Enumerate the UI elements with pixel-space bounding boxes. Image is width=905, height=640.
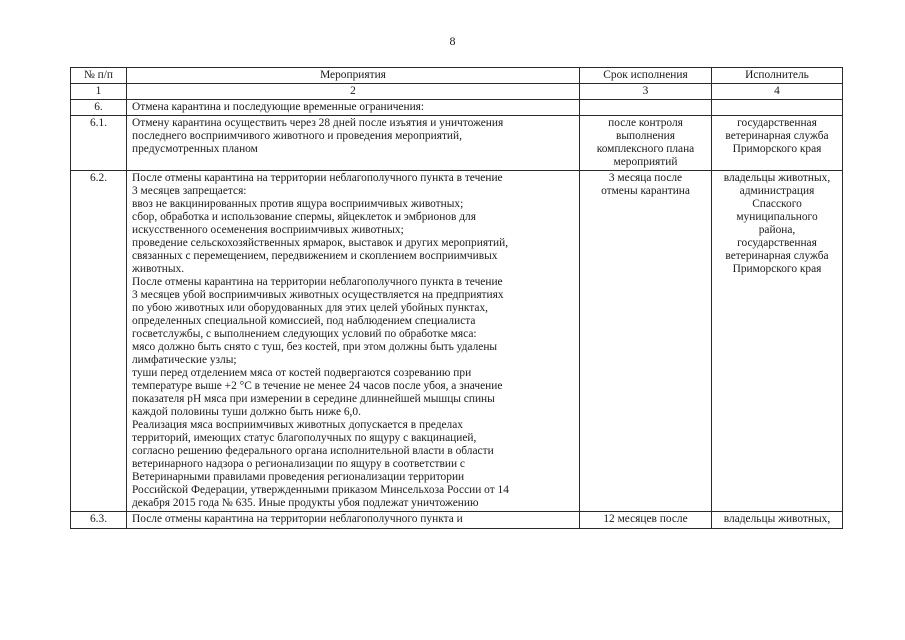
row-number: 6.2. (71, 171, 127, 512)
table-row (71, 171, 843, 512)
header-activities: Мероприятия (127, 68, 580, 84)
col-number-2: 2 (127, 84, 580, 100)
table-row (71, 116, 843, 171)
section-title: Отмена карантина и последующие временные ограничения: (127, 100, 580, 116)
row-activity: После отмены карантина на территории неблагополучного пункта в течение 3 месяцев запрещается: ввоз не вакцинированных против ящура восприимчивых животных; сбор, обработка и использование спермы, яйцеклеток и эмбрионов для искусственного осеменения восприимчивых животных; проведение сельскохозяйственных ярмарок, выставок и других мероприятий, связанных с перемещением, передвижением и скоплением восприимчивых животных. После отмены карантина на территории неблагополучного пункта в течение 3 месяцев убой восприимчивых животных осуществляется на предприятиях по убою животных или оборудованных для этих целей убойных пунктах, определенных специальной комиссией, под наблюдением специалиста госветслужбы, с выполнением следующих условий по обработке мяса: мясо должно быть снято с туш, без костей, при этом должны быть удалены лимфатические узлы; туши перед отделением мяса от костей подвергаются созреванию при температуре выше +2 °С в течение не менее 24 часов после убоя, а значение показателя pH мяса при измерении в середине длиннейшей мышцы спины каждой половины туши должно быть ниже 6,0. Реализация мяса восприимчивых животных допускается в пределах территорий, имеющих статус благополучных по ящуру с вакцинацией, согласно решению федерального органа исполнительной власти в области ветеринарного надзора о регионализации по ящуру в соответствии с Ветеринарными правилами проведения регионализации территории Российской Федерации, утвержденными приказом Минсельхоза России от 14 декабря 2015 года № 635. Иные продукты убоя подлежат уничтожению (127, 171, 580, 512)
header-number: № п/п (71, 68, 127, 84)
header-executor: Исполнитель (712, 68, 843, 84)
row-number: 6.1. (71, 116, 127, 171)
measures-table (70, 67, 843, 529)
row-deadline: после контроля выполнения комплексного плана мероприятий (580, 116, 712, 171)
section-row (71, 100, 843, 116)
header-row (71, 68, 843, 84)
row-deadline: 3 месяца после отмены карантина (580, 171, 712, 512)
empty-cell (580, 100, 712, 116)
col-number-4: 4 (712, 84, 843, 100)
row-activity: После отмены карантина на территории неблагополучного пункта и (127, 512, 580, 529)
header-deadline: Срок исполнения (580, 68, 712, 84)
row-deadline: 12 месяцев после (580, 512, 712, 529)
col-number-1: 1 (71, 84, 127, 100)
row-number: 6.3. (71, 512, 127, 529)
row-executor: владельцы животных, администрация Спасского муниципального района, государственная ветеринарная служба Приморского края (712, 171, 843, 512)
section-number: 6. (71, 100, 127, 116)
page-number: 8 (449, 34, 456, 48)
row-executor: государственная ветеринарная служба Приморского края (712, 116, 843, 171)
row-executor: владельцы животных, (712, 512, 843, 529)
empty-cell (712, 100, 843, 116)
table-row (71, 512, 843, 529)
row-activity: Отмену карантина осуществить через 28 дней после изъятия и уничтожения последнего восприимчивого животного и проведения мероприятий, предусмотренных планом (127, 116, 580, 171)
column-numbers-row (71, 84, 843, 100)
col-number-3: 3 (580, 84, 712, 100)
